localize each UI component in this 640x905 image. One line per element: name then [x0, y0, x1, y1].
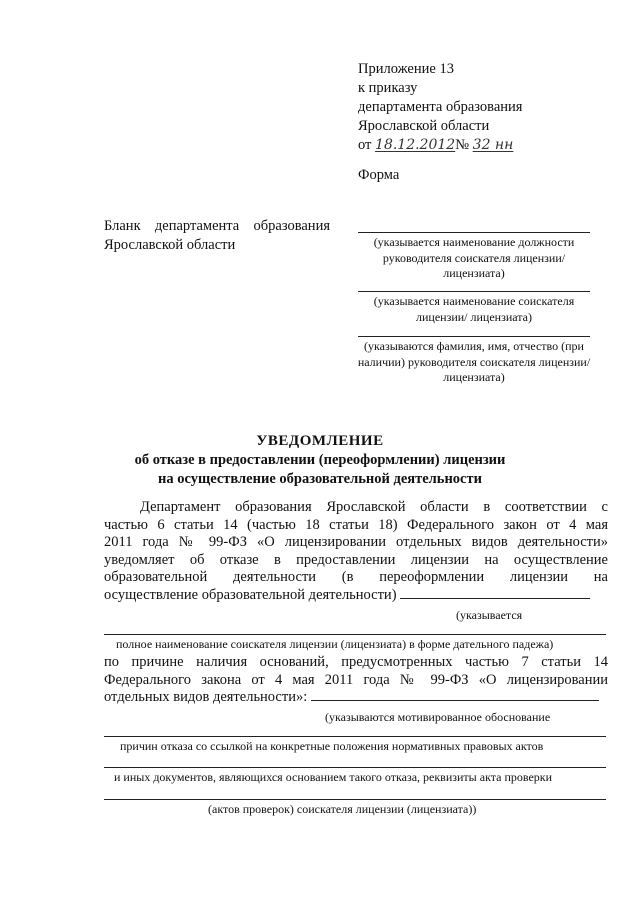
letterhead-blank: Бланк департамента образования Ярославской области	[104, 218, 330, 253]
appendix-header	[358, 60, 522, 155]
appendix-department: департамента образования	[358, 99, 523, 115]
addressee-name-note: (указывается наименование соискателя лицензии/ лицензиата)	[373, 294, 575, 324]
handwritten-date: 18.12.2012	[375, 137, 456, 153]
body-line	[104, 587, 608, 605]
note-reasoning: (указываются мотивированное обоснование	[325, 710, 551, 724]
addressee-head-note: (указываются фамилия, имя, отчество (при наличии) руководителя соискателя лицензии/ лицензиата)	[357, 339, 591, 384]
body-line: частью 6 статьи 14 (частью 18 статьи 18) Федерального закон от 4 мая	[104, 516, 608, 533]
body-line	[104, 689, 608, 707]
addressee-head-line	[358, 336, 590, 337]
document-title	[0, 432, 640, 489]
fill-line-inspection	[104, 799, 606, 800]
note-reasons-refs: причин отказа со ссылкой на конкретные положения нормативных правовых актов	[120, 739, 544, 753]
note-documents: и иных документов, являющихся основанием такого отказа, реквизиты акта проверки	[114, 770, 553, 784]
body-line: уведомляет об отказе в предоставлении лицензии на осуществление	[104, 551, 608, 568]
fill-line-documents	[104, 767, 606, 768]
fill-line-licensee	[104, 634, 606, 635]
body-line: по причине наличия оснований, предусмотренных частью 7 статьи 14	[104, 654, 608, 670]
body-line-text: осуществление образовательной деятельности)	[104, 586, 397, 603]
date-prefix: от	[358, 137, 372, 153]
title-line-2: об отказе в предоставлении (переоформлении) лицензии	[134, 452, 506, 468]
title-main: УВЕДОМЛЕНИЕ	[256, 433, 384, 449]
appendix-date-line	[358, 136, 522, 155]
title-line-3: на осуществление образовательной деятельности	[158, 471, 482, 487]
addressee-name-line	[358, 291, 590, 292]
fill-line	[400, 597, 590, 599]
appendix-number: Приложение 13	[358, 61, 454, 77]
fill-line-reasons	[104, 736, 606, 737]
form-label: Форма	[358, 167, 400, 183]
handwritten-number: 32 нн	[472, 137, 514, 153]
appendix-to-order: к приказу	[358, 80, 418, 96]
fill-line	[311, 699, 599, 701]
note-inspection-acts: (актов проверок) соискателя лицензии (лицензиата))	[208, 802, 477, 816]
appendix-region: Ярославской области	[358, 118, 490, 134]
note-indicated: (указывается	[456, 608, 523, 622]
body-line: 2011 года № 99-ФЗ «О лицензировании отдельных видов деятельности»	[104, 534, 608, 551]
number-sign: №	[455, 137, 470, 153]
body-line: Департамент образования Ярославской области в соответствии с	[140, 499, 608, 515]
addressee-position-note: (указывается наименование должности руководителя соискателя лицензии/ лицензиата)	[373, 235, 575, 280]
paragraph-1	[104, 499, 608, 605]
body-line: Федерального закона от 4 мая 2011 года № 99-ФЗ «О лицензировании	[104, 671, 608, 688]
body-line: образовательной деятельности (в переоформлении лицензии на	[104, 569, 608, 586]
addressee-position-line	[358, 232, 590, 233]
paragraph-2	[104, 654, 608, 707]
body-line-text: отдельных видов деятельности»:	[104, 689, 308, 706]
note-licensee-full-name: полное наименование соискателя лицензии (лицензиата) в форме дательного падежа)	[116, 637, 554, 651]
